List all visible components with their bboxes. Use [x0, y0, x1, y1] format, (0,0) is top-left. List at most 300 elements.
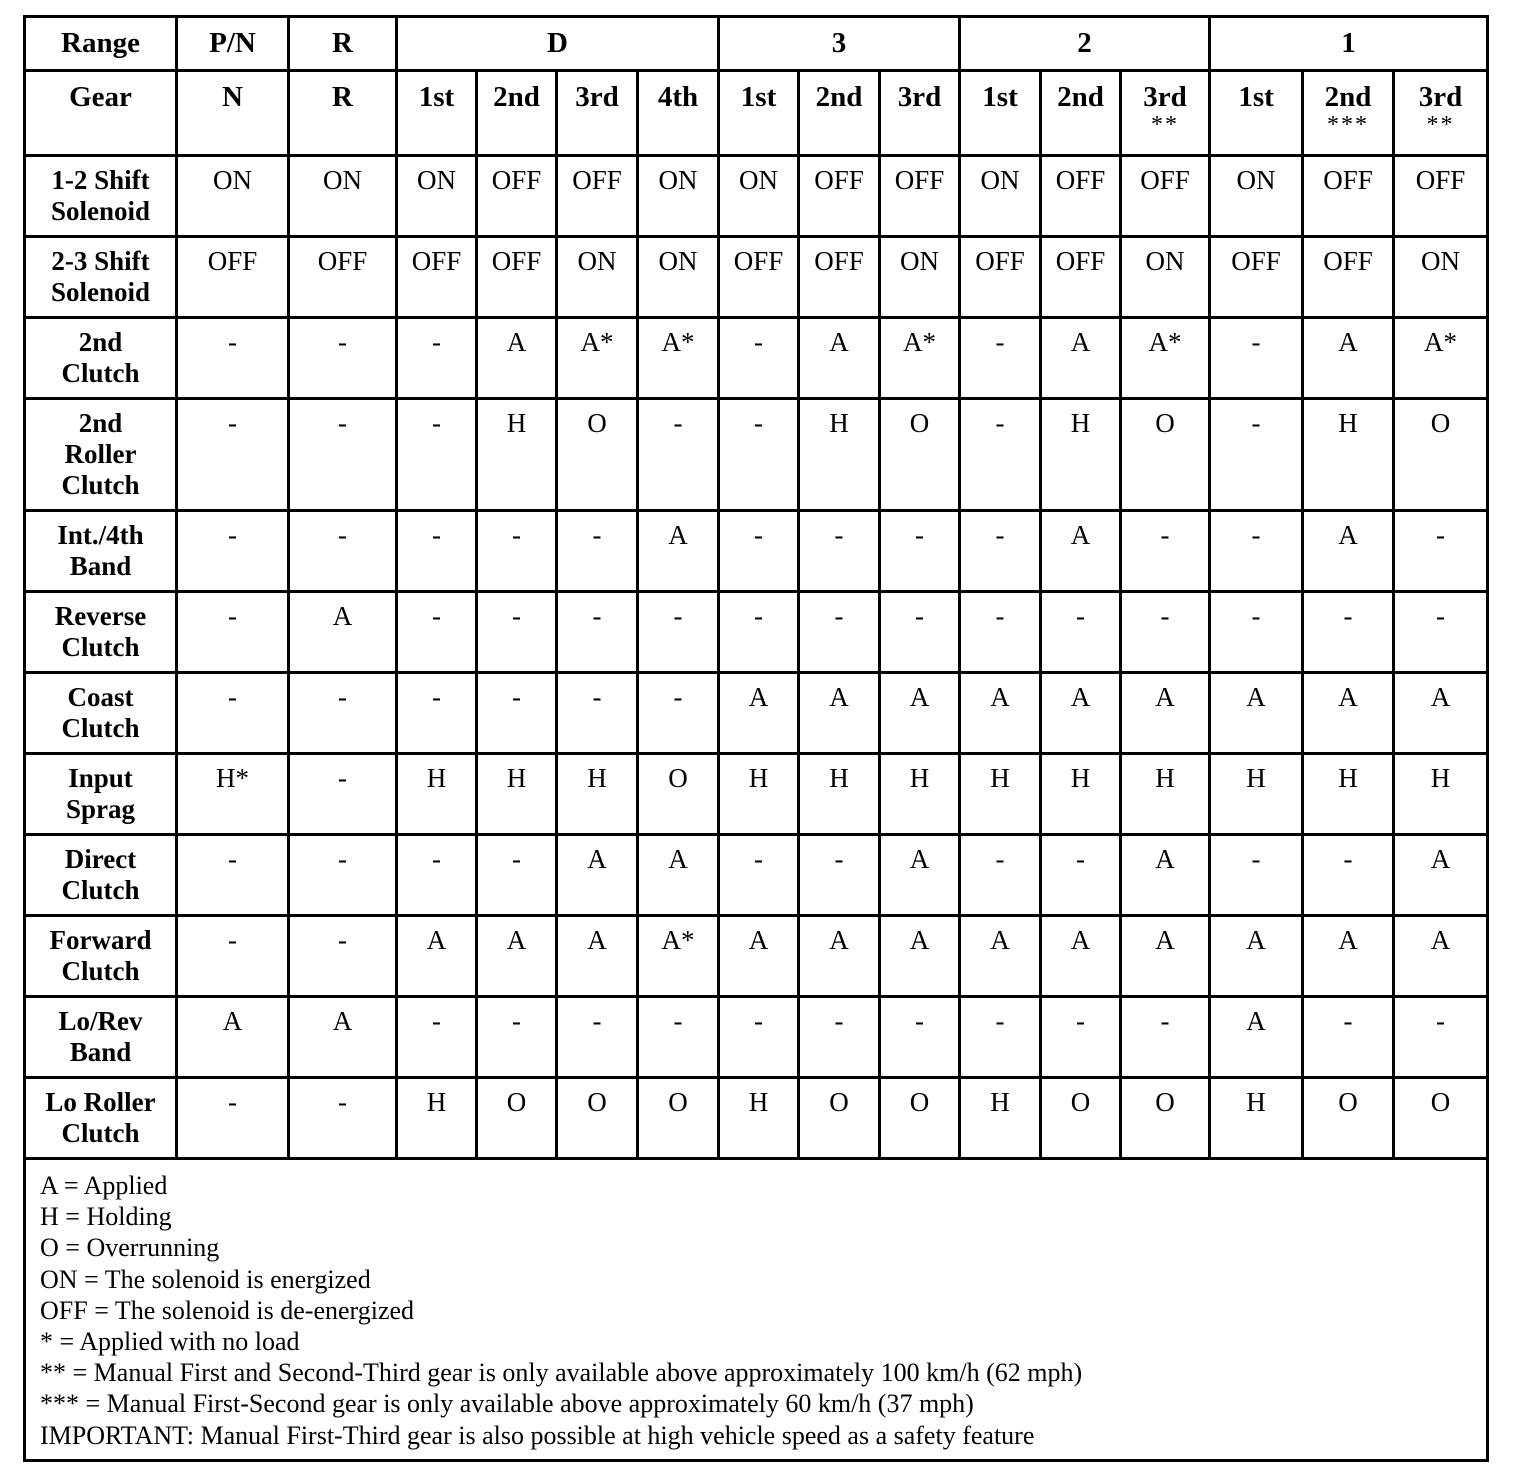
- component-state-cell: [1303, 673, 1394, 754]
- component-state-cell: [1121, 1078, 1210, 1159]
- range-header-row: [25, 17, 1488, 71]
- component-label: [25, 1078, 177, 1159]
- component-label-line: Lo Roller: [45, 1087, 156, 1117]
- component-state-value: -: [338, 844, 347, 874]
- component-state-cell: [638, 997, 719, 1078]
- component-state-value: O: [587, 1087, 607, 1117]
- component-state-cell: [477, 1078, 557, 1159]
- component-row: [25, 1078, 1488, 1159]
- component-state-value: -: [338, 1087, 347, 1117]
- component-state-value: O: [1155, 1087, 1175, 1117]
- component-state-value: -: [1436, 601, 1446, 631]
- component-state-value: -: [834, 601, 844, 631]
- component-state-value: -: [228, 682, 237, 712]
- component-state-value: ON: [658, 165, 698, 195]
- component-state-value: O: [1430, 1087, 1451, 1117]
- component-label-line: 2-3 Shift: [51, 246, 150, 276]
- component-state-cell: [1210, 1078, 1303, 1159]
- component-state-value: -: [673, 601, 683, 631]
- component-state-cell: [397, 997, 477, 1078]
- component-state-value: A: [1070, 520, 1091, 550]
- component-state-value: H: [1338, 763, 1358, 793]
- component-state-cell: [1303, 835, 1394, 916]
- component-state-value: A: [506, 327, 527, 357]
- component-state-value: -: [1343, 1006, 1353, 1036]
- range-group-header: [1210, 17, 1488, 71]
- component-state-cell: [177, 673, 289, 754]
- component-row: [25, 511, 1488, 592]
- component-state-value: A: [909, 844, 930, 874]
- component-state-value: O: [668, 1087, 688, 1117]
- component-state-cell: [799, 1078, 880, 1159]
- component-state-value: -: [1251, 408, 1261, 438]
- component-state-value: -: [228, 1087, 237, 1117]
- gear-header-cell: [1394, 71, 1488, 156]
- component-state-value: OFF: [1323, 246, 1373, 276]
- component-state-cell: [1041, 835, 1121, 916]
- component-state-value: H: [1338, 408, 1358, 438]
- gear-cell-label: 3rd: [575, 81, 619, 113]
- component-state-value: A*: [661, 327, 695, 357]
- component-label: [25, 592, 177, 673]
- component-state-cell: [1041, 156, 1121, 237]
- component-state-cell: [289, 511, 397, 592]
- component-state-value: -: [338, 925, 347, 955]
- component-state-value: H: [426, 763, 447, 793]
- component-state-cell: [719, 592, 799, 673]
- range-group-header: [289, 17, 397, 71]
- component-state-value: -: [432, 601, 441, 631]
- component-state-cell: [960, 399, 1041, 511]
- component-state-cell: [1210, 673, 1303, 754]
- gear-cell-note: ***: [1327, 112, 1370, 138]
- component-state-cell: [557, 1078, 638, 1159]
- component-row: [25, 318, 1488, 399]
- component-label-line: Roller: [64, 439, 137, 469]
- component-state-value: ON: [1236, 165, 1276, 195]
- component-row: [25, 835, 1488, 916]
- component-state-cell: [289, 399, 397, 511]
- component-state-cell: [397, 511, 477, 592]
- component-state-cell: [177, 399, 289, 511]
- gear-header-cell: [1210, 71, 1303, 156]
- component-state-cell: [960, 997, 1041, 1078]
- component-state-value: A: [1155, 844, 1175, 874]
- component-row: [25, 592, 1488, 673]
- component-state-value: -: [995, 844, 1005, 874]
- component-state-value: -: [1160, 520, 1170, 550]
- component-label: [25, 754, 177, 835]
- component-state-value: A: [1430, 682, 1451, 712]
- component-state-cell: [397, 237, 477, 318]
- component-state-value: H: [909, 763, 930, 793]
- range-group-label: 1: [1341, 27, 1356, 59]
- component-state-cell: [799, 997, 880, 1078]
- component-state-value: ON: [980, 165, 1020, 195]
- gear-label: Gear: [69, 81, 132, 113]
- component-state-value: -: [338, 520, 347, 550]
- component-state-cell: [799, 156, 880, 237]
- gear-cell-label: 1st: [740, 81, 777, 113]
- component-state-value: -: [512, 601, 521, 631]
- legend-line: IMPORTANT: Manual First-Third gear is also possible at high vehicle speed as a safety feature: [40, 1420, 1035, 1450]
- gear-header-cell: [1303, 71, 1394, 156]
- component-state-cell: [289, 1078, 397, 1159]
- component-state-value: O: [1070, 1087, 1091, 1117]
- component-state-value: O: [1155, 408, 1175, 438]
- component-state-value: -: [1343, 601, 1353, 631]
- component-state-value: -: [995, 520, 1005, 550]
- component-state-cell: [177, 916, 289, 997]
- component-state-cell: [960, 237, 1041, 318]
- component-state-value: A: [1338, 327, 1358, 357]
- legend-line: O = Overrunning: [40, 1233, 220, 1263]
- component-state-cell: [960, 156, 1041, 237]
- component-state-value: A: [1070, 682, 1091, 712]
- component-state-value: A: [990, 682, 1010, 712]
- gear-cell-note: **: [1151, 112, 1180, 138]
- component-state-cell: [289, 997, 397, 1078]
- legend-line: H = Holding: [40, 1202, 172, 1232]
- component-state-value: -: [338, 327, 347, 357]
- range-group-label: P/N: [209, 27, 256, 59]
- component-state-cell: [289, 156, 397, 237]
- component-state-value: H: [829, 763, 849, 793]
- component-state-cell: [397, 754, 477, 835]
- component-state-cell: [557, 237, 638, 318]
- component-state-cell: [719, 835, 799, 916]
- component-state-cell: [880, 399, 960, 511]
- component-label-line: 1-2 Shift: [51, 165, 150, 195]
- component-state-cell: [1210, 916, 1303, 997]
- gear-cell-label: 2nd: [1057, 81, 1104, 113]
- component-state-value: A: [1246, 1006, 1266, 1036]
- component-state-value: ON: [1145, 246, 1185, 276]
- component-state-cell: [397, 399, 477, 511]
- component-state-cell: [960, 318, 1041, 399]
- gear-header-label: [25, 71, 177, 156]
- component-state-cell: [880, 754, 960, 835]
- component-state-value: OFF: [491, 246, 542, 276]
- component-state-cell: [1121, 997, 1210, 1078]
- component-label-line: Clutch: [61, 713, 140, 743]
- component-state-cell: [1210, 835, 1303, 916]
- component-row: [25, 156, 1488, 237]
- component-state-cell: [1041, 592, 1121, 673]
- component-state-value: OFF: [491, 165, 542, 195]
- component-state-value: -: [754, 1006, 764, 1036]
- component-state-value: H*: [216, 763, 249, 793]
- component-state-value: -: [1076, 844, 1086, 874]
- component-state-cell: [557, 399, 638, 511]
- component-state-cell: [880, 835, 960, 916]
- component-state-cell: [477, 835, 557, 916]
- component-label-line: Band: [69, 551, 132, 581]
- range-header-label: [25, 17, 177, 71]
- gear-cell-label: 3rd: [897, 81, 942, 113]
- component-state-value: OFF: [814, 165, 864, 195]
- component-state-value: -: [754, 408, 764, 438]
- gear-header-cell: [289, 71, 397, 156]
- component-state-value: H: [1246, 1087, 1266, 1117]
- component-state-value: -: [432, 520, 441, 550]
- component-state-value: -: [512, 682, 521, 712]
- component-state-value: A: [1246, 925, 1266, 955]
- component-state-value: -: [1160, 1006, 1170, 1036]
- component-state-value: -: [834, 520, 844, 550]
- legend-row: [25, 1159, 1488, 1461]
- component-state-value: -: [834, 844, 844, 874]
- component-state-value: -: [754, 601, 764, 631]
- component-state-value: H: [1246, 763, 1266, 793]
- component-state-cell: [477, 592, 557, 673]
- component-state-cell: [880, 592, 960, 673]
- component-state-cell: [1121, 318, 1210, 399]
- component-row: [25, 673, 1488, 754]
- component-label-line: Clutch: [61, 358, 140, 388]
- component-state-value: -: [338, 682, 347, 712]
- component-state-value: -: [432, 682, 441, 712]
- component-state-value: -: [338, 763, 347, 793]
- component-application-chart: [23, 15, 1489, 1462]
- gear-header-cell: [880, 71, 960, 156]
- range-group-label: D: [547, 27, 568, 59]
- gear-cell-label: 3rd: [1143, 81, 1187, 113]
- range-group-header: [719, 17, 960, 71]
- component-state-cell: [289, 318, 397, 399]
- component-label-line: Int./4th: [57, 520, 144, 550]
- component-label-line: Solenoid: [50, 196, 151, 226]
- component-state-value: -: [915, 601, 925, 631]
- component-state-value: OFF: [1055, 246, 1106, 276]
- component-state-value: H: [748, 763, 769, 793]
- gear-cell-label: R: [332, 81, 353, 113]
- component-state-cell: [1210, 997, 1303, 1078]
- gear-cell-label: 3rd: [1418, 81, 1463, 113]
- component-state-cell: [289, 237, 397, 318]
- component-state-value: OFF: [411, 246, 462, 276]
- range-label: Range: [61, 27, 140, 59]
- component-state-cell: [799, 835, 880, 916]
- component-state-value: -: [915, 520, 925, 550]
- component-state-value: O: [668, 763, 688, 793]
- gear-header-cell: [557, 71, 638, 156]
- component-state-cell: [477, 754, 557, 835]
- component-label-line: Lo/Rev: [58, 1006, 143, 1036]
- component-state-value: A: [1070, 925, 1091, 955]
- component-state-value: -: [995, 327, 1005, 357]
- component-state-cell: [719, 997, 799, 1078]
- component-state-cell: [638, 237, 719, 318]
- component-state-cell: [638, 511, 719, 592]
- range-group-header: [397, 17, 719, 71]
- component-state-value: O: [829, 1087, 849, 1117]
- component-state-cell: [177, 997, 289, 1078]
- component-state-value: -: [1251, 520, 1261, 550]
- component-state-value: -: [228, 601, 237, 631]
- component-state-value: OFF: [975, 246, 1025, 276]
- component-label-line: 2nd: [78, 327, 123, 357]
- component-state-cell: [557, 156, 638, 237]
- component-state-cell: [719, 318, 799, 399]
- component-state-value: A*: [580, 327, 614, 357]
- gear-cell-label: 1st: [982, 81, 1018, 113]
- component-state-cell: [719, 673, 799, 754]
- component-state-cell: [1210, 318, 1303, 399]
- gear-header-cell: [1121, 71, 1210, 156]
- component-state-value: A: [587, 925, 607, 955]
- component-state-cell: [960, 1078, 1041, 1159]
- component-state-cell: [799, 399, 880, 511]
- component-state-cell: [177, 835, 289, 916]
- component-state-cell: [477, 318, 557, 399]
- component-state-value: H: [748, 1087, 769, 1117]
- component-state-cell: [1394, 673, 1488, 754]
- component-state-value: -: [512, 520, 521, 550]
- component-label: [25, 399, 177, 511]
- component-state-value: -: [673, 408, 683, 438]
- gear-header-cell: [960, 71, 1041, 156]
- legend-line: *** = Manual First-Second gear is only available above approximately 60 km/h (37 mph): [40, 1389, 974, 1419]
- component-state-value: H: [587, 763, 607, 793]
- component-state-value: O: [506, 1087, 527, 1117]
- gear-cell-label: 2nd: [815, 81, 863, 113]
- component-state-value: -: [338, 408, 347, 438]
- component-state-cell: [557, 997, 638, 1078]
- component-state-cell: [1394, 511, 1488, 592]
- component-label-line: Sprag: [65, 794, 136, 824]
- component-state-value: -: [1076, 1006, 1086, 1036]
- component-state-cell: [1210, 754, 1303, 835]
- component-state-value: H: [990, 763, 1010, 793]
- component-state-cell: [1210, 592, 1303, 673]
- component-state-cell: [1303, 592, 1394, 673]
- component-state-value: -: [1436, 1006, 1446, 1036]
- component-label-line: Coast: [67, 682, 134, 712]
- component-state-cell: [1394, 592, 1488, 673]
- component-state-cell: [557, 835, 638, 916]
- component-state-value: A: [990, 925, 1010, 955]
- component-state-value: -: [592, 682, 602, 712]
- component-state-cell: [1303, 156, 1394, 237]
- component-state-cell: [1394, 754, 1488, 835]
- component-state-value: -: [432, 1006, 441, 1036]
- component-state-cell: [397, 156, 477, 237]
- component-state-value: H: [1430, 763, 1451, 793]
- component-label-line: Direct: [64, 844, 137, 874]
- component-state-cell: [880, 1078, 960, 1159]
- component-state-value: -: [1251, 844, 1261, 874]
- component-state-value: -: [228, 327, 237, 357]
- component-state-cell: [477, 156, 557, 237]
- component-row: [25, 997, 1488, 1078]
- component-state-cell: [177, 237, 289, 318]
- component-label-line: Reverse: [54, 601, 147, 631]
- component-state-value: ON: [739, 165, 779, 195]
- component-state-value: A*: [903, 327, 937, 357]
- component-state-cell: [1121, 754, 1210, 835]
- legend-line: * = Applied with no load: [40, 1327, 300, 1357]
- component-state-cell: [880, 318, 960, 399]
- component-label-line: Input: [68, 763, 133, 793]
- component-state-value: A: [909, 682, 930, 712]
- component-state-cell: [1394, 399, 1488, 511]
- component-state-cell: [289, 835, 397, 916]
- component-state-cell: [799, 673, 880, 754]
- component-state-value: A: [748, 682, 769, 712]
- component-label-line: Forward: [49, 925, 152, 955]
- component-label: [25, 156, 177, 237]
- component-state-value: A: [668, 520, 688, 550]
- gear-header-cell: [719, 71, 799, 156]
- gear-header-row: [25, 71, 1488, 156]
- component-state-value: A: [332, 1006, 353, 1036]
- component-state-cell: [1210, 399, 1303, 511]
- component-state-cell: [880, 511, 960, 592]
- component-label-line: Band: [69, 1037, 132, 1067]
- component-state-value: A: [1430, 844, 1451, 874]
- component-state-value: -: [995, 1006, 1005, 1036]
- component-state-cell: [638, 156, 719, 237]
- legend-line: OFF = The solenoid is de-energized: [40, 1295, 415, 1325]
- component-state-value: A: [668, 844, 688, 874]
- component-state-cell: [1121, 592, 1210, 673]
- component-state-cell: [719, 754, 799, 835]
- component-state-value: ON: [577, 246, 617, 276]
- range-group-label: 2: [1077, 27, 1092, 59]
- component-state-value: A: [829, 682, 849, 712]
- range-group-label: R: [332, 27, 353, 59]
- component-state-value: OFF: [814, 246, 864, 276]
- component-state-cell: [289, 592, 397, 673]
- component-state-value: -: [432, 327, 441, 357]
- component-label: [25, 997, 177, 1078]
- component-state-cell: [1121, 835, 1210, 916]
- component-state-value: -: [754, 520, 764, 550]
- component-state-cell: [1303, 754, 1394, 835]
- range-group-header: [960, 17, 1210, 71]
- component-state-cell: [1303, 1078, 1394, 1159]
- range-group-label: 3: [831, 27, 847, 59]
- component-state-value: H: [990, 1087, 1010, 1117]
- component-state-value: O: [909, 1087, 930, 1117]
- legend-line: A = Applied: [40, 1171, 168, 1200]
- component-state-cell: [177, 1078, 289, 1159]
- component-state-value: -: [754, 327, 764, 357]
- component-state-cell: [177, 592, 289, 673]
- component-state-value: OFF: [317, 246, 368, 276]
- gear-header-cell: [477, 71, 557, 156]
- component-state-value: -: [754, 844, 764, 874]
- component-state-value: OFF: [1140, 165, 1190, 195]
- component-state-cell: [1210, 156, 1303, 237]
- component-state-cell: [1303, 237, 1394, 318]
- gear-cell-label: 2nd: [493, 81, 540, 113]
- component-state-value: H: [1070, 408, 1091, 438]
- component-state-value: -: [673, 682, 683, 712]
- component-state-cell: [397, 1078, 477, 1159]
- component-state-cell: [1121, 673, 1210, 754]
- component-state-cell: [397, 318, 477, 399]
- component-state-cell: [557, 754, 638, 835]
- gear-header-cell: [638, 71, 719, 156]
- component-state-cell: [799, 592, 880, 673]
- component-state-value: A: [506, 925, 527, 955]
- component-state-cell: [799, 754, 880, 835]
- component-state-value: A*: [661, 925, 695, 955]
- component-state-value: -: [995, 601, 1005, 631]
- component-state-cell: [289, 754, 397, 835]
